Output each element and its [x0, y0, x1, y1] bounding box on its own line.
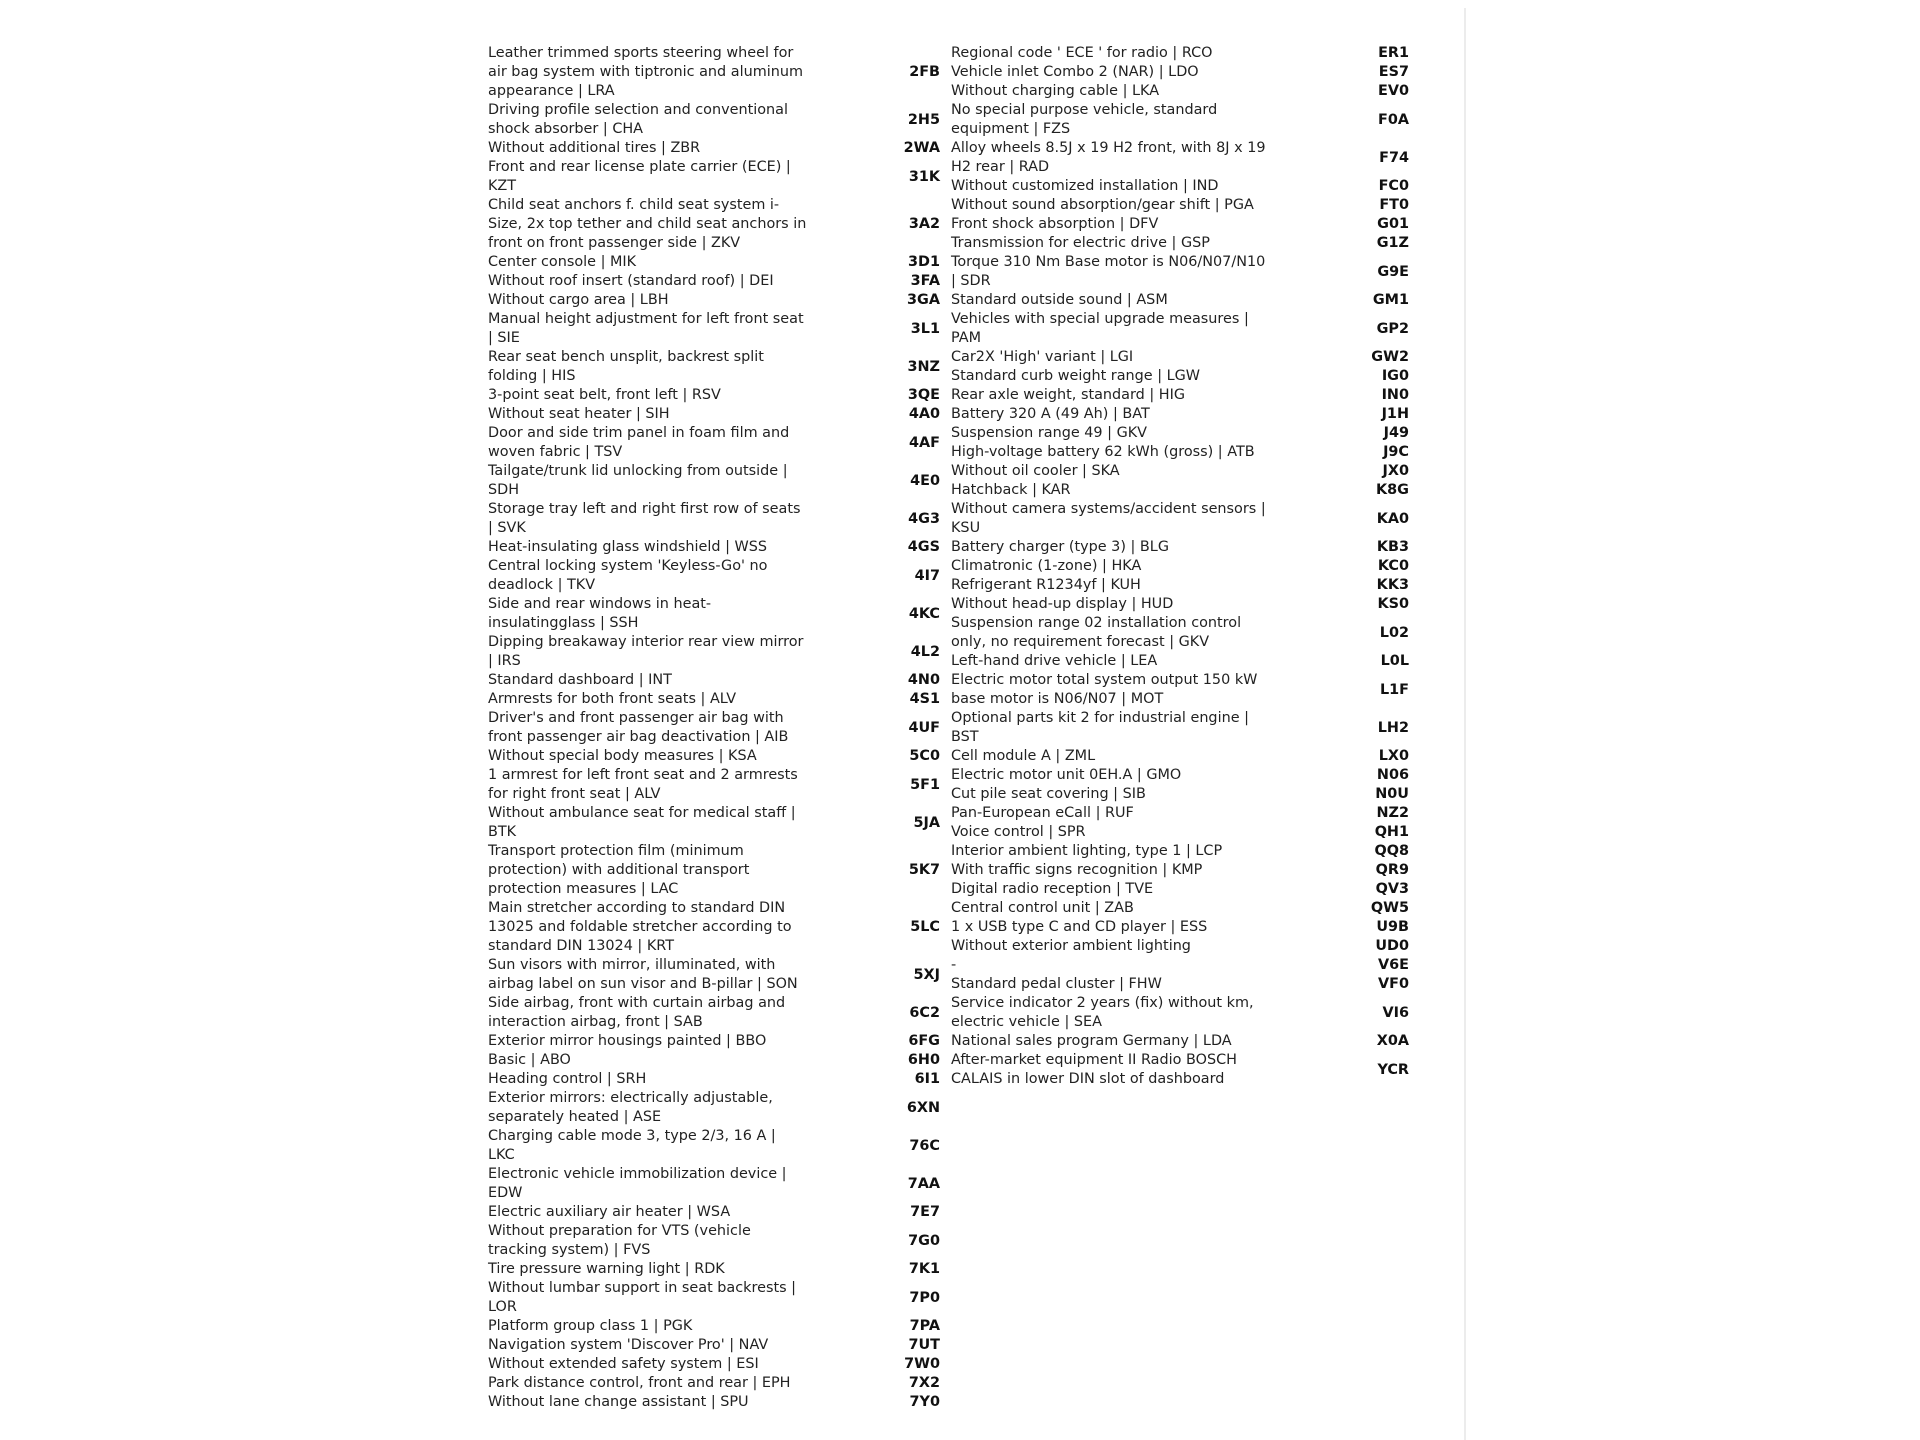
equipment-row [951, 443, 1413, 462]
equipment-code: 4KC [908, 605, 940, 622]
equipment-row [951, 196, 1413, 215]
equipment-code: KC0 [1377, 558, 1409, 574]
equipment-code: 3L1 [910, 320, 940, 337]
equipment-row [951, 861, 1413, 880]
equipment-description: Main stretcher according to standard DIN 13025 and foldable stretcher according to standard DIN 13024 | KRT [488, 900, 792, 954]
equipment-description: Without head-up display | HUD [951, 596, 1174, 612]
equipment-description: Refrigerant R1234yf | KUH [951, 577, 1141, 593]
equipment-code: 2H5 [907, 111, 940, 128]
equipment-description: Standard pedal cluster | FHW [951, 976, 1162, 992]
equipment-description: After-market equipment II Radio BOSCH CALAIS in lower DIN slot of dashboard [951, 1052, 1237, 1087]
equipment-description: Car2X 'High' variant | LGI [951, 349, 1134, 365]
equipment-row [488, 462, 942, 500]
equipment-row [488, 1393, 942, 1412]
equipment-row [488, 500, 942, 538]
equipment-row [488, 1317, 942, 1336]
equipment-description: Transmission for electric drive | GSP [951, 235, 1210, 251]
equipment-code: 5JA [913, 814, 940, 831]
equipment-description: Platform group class 1 | PGK [488, 1318, 693, 1334]
equipment-row [951, 671, 1413, 709]
equipment-code: 4G3 [908, 510, 940, 527]
equipment-row [951, 234, 1413, 253]
equipment-row [488, 766, 942, 804]
equipment-description: Tire pressure warning light | RDK [488, 1261, 725, 1277]
equipment-description: Voice control | SPR [951, 824, 1086, 840]
equipment-code: J1H [1381, 406, 1409, 422]
equipment-row [488, 1070, 942, 1089]
equipment-description: Electric motor total system output 150 kW base motor is N06/N07 | MOT [951, 672, 1258, 707]
equipment-description: Storage tray left and right first row of seats | SVK [488, 501, 801, 536]
equipment-description: Suspension range 49 | GKV [951, 425, 1148, 441]
equipment-description: National sales program Germany | LDA [951, 1033, 1232, 1049]
equipment-row [488, 272, 942, 291]
equipment-description: Without special body measures | KSA [488, 748, 757, 764]
equipment-description: Battery charger (type 3) | BLG [951, 539, 1169, 555]
equipment-row [488, 1165, 942, 1203]
equipment-row [488, 196, 942, 253]
equipment-description: Electric motor unit 0EH.A | GMO [951, 767, 1182, 783]
equipment-row [951, 747, 1413, 766]
equipment-description: Without ambulance seat for medical staff | BTK [488, 805, 796, 840]
equipment-row [951, 424, 1413, 443]
equipment-code: KA0 [1376, 510, 1409, 527]
equipment-row [488, 1260, 942, 1279]
equipment-code: 5XJ [913, 966, 940, 983]
equipment-description: Without exterior ambient lighting [951, 938, 1191, 954]
equipment-description: Standard curb weight range | LGW [951, 368, 1201, 384]
equipment-description: Cut pile seat covering | SIB [951, 786, 1146, 802]
equipment-code: 7AA [907, 1175, 940, 1192]
equipment-row [951, 652, 1413, 671]
equipment-code: 7K1 [908, 1261, 940, 1277]
equipment-description: Without lumbar support in seat backrests | LOR [488, 1280, 797, 1315]
equipment-code: 4GS [907, 539, 940, 555]
equipment-code: 7Y0 [909, 1394, 940, 1410]
equipment-description: Charging cable mode 3, type 2/3, 16 A | LKC [488, 1128, 776, 1163]
equipment-code: GW2 [1371, 349, 1409, 365]
equipment-code: 4L2 [910, 643, 940, 660]
equipment-code: 7G0 [908, 1232, 940, 1249]
equipment-row [488, 1279, 942, 1317]
equipment-code: F0A [1378, 111, 1409, 128]
equipment-row [951, 576, 1413, 595]
right-column [951, 44, 1413, 1089]
equipment-row [951, 994, 1413, 1032]
equipment-description: Navigation system 'Discover Pro' | NAV [488, 1337, 769, 1353]
equipment-code: FT0 [1379, 197, 1409, 213]
equipment-row [488, 101, 942, 139]
equipment-description: Without extended safety system | ESI [488, 1356, 759, 1372]
equipment-row [488, 538, 942, 557]
equipment-row [951, 462, 1413, 481]
equipment-code: 7W0 [904, 1356, 940, 1372]
equipment-code: J9C [1383, 444, 1409, 460]
equipment-code: QQ8 [1374, 843, 1409, 859]
scan-edge-line [1464, 8, 1466, 1440]
equipment-code: 4I7 [914, 567, 940, 584]
equipment-row [488, 386, 942, 405]
equipment-code: L02 [1379, 624, 1409, 641]
equipment-code: ES7 [1378, 64, 1409, 80]
equipment-code: QV3 [1375, 881, 1409, 897]
equipment-row [951, 215, 1413, 234]
equipment-description: Standard outside sound | ASM [951, 292, 1168, 308]
equipment-description: Left-hand drive vehicle | LEA [951, 653, 1158, 669]
equipment-row [951, 367, 1413, 386]
equipment-code: 76C [909, 1137, 940, 1154]
equipment-code: 7E7 [910, 1204, 940, 1220]
equipment-description: Vehicle inlet Combo 2 (NAR) | LDO [951, 64, 1199, 80]
equipment-code: KK3 [1376, 577, 1409, 593]
equipment-description: Without lane change assistant | SPU [488, 1394, 749, 1410]
equipment-row [951, 101, 1413, 139]
equipment-code: QR9 [1375, 862, 1409, 878]
equipment-description: Transport protection film (minimum protection) with additional transport protection measures | LAC [488, 843, 750, 897]
equipment-row [951, 975, 1413, 994]
equipment-row [951, 405, 1413, 424]
equipment-row [488, 1222, 942, 1260]
equipment-description: - [951, 957, 957, 973]
equipment-code: NZ2 [1376, 805, 1409, 821]
equipment-description: Tailgate/trunk lid unlocking from outside | SDH [488, 463, 788, 498]
equipment-description: Front shock absorption | DFV [951, 216, 1159, 232]
equipment-code: 3NZ [907, 358, 940, 375]
equipment-code: 3QE [907, 387, 940, 403]
equipment-row [951, 709, 1413, 747]
equipment-description: Heat-insulating glass windshield | WSS [488, 539, 767, 555]
equipment-code: U9B [1376, 919, 1409, 935]
equipment-description: 1 x USB type C and CD player | ESS [951, 919, 1208, 935]
equipment-row [951, 481, 1413, 500]
equipment-code: 5LC [910, 919, 940, 935]
equipment-row [488, 595, 942, 633]
equipment-row [488, 1336, 942, 1355]
equipment-description: Electronic vehicle immobilization device | EDW [488, 1166, 787, 1201]
equipment-row [951, 291, 1413, 310]
equipment-row [951, 880, 1413, 899]
equipment-description: Pan-European eCall | RUF [951, 805, 1134, 821]
equipment-row [951, 310, 1413, 348]
equipment-description: Exterior mirrors: electrically adjustable, separately heated | ASE [488, 1090, 773, 1125]
equipment-row [488, 348, 942, 386]
equipment-description: Manual height adjustment for left front seat | SIE [488, 311, 804, 346]
equipment-code: 6XN [906, 1099, 940, 1116]
equipment-row [951, 82, 1413, 101]
equipment-row [951, 804, 1413, 823]
equipment-code: 2WA [903, 140, 940, 156]
equipment-row [488, 671, 942, 690]
equipment-row [951, 956, 1413, 975]
equipment-row [488, 899, 942, 956]
equipment-row [488, 44, 942, 101]
equipment-description: Without customized installation | IND [951, 178, 1219, 194]
equipment-code: N0U [1375, 786, 1409, 802]
equipment-code: 4S1 [909, 691, 940, 707]
equipment-description: Vehicles with special upgrade measures | PAM [951, 311, 1249, 346]
equipment-code: N06 [1376, 767, 1409, 783]
equipment-code: 5F1 [910, 776, 940, 793]
equipment-description: Door and side trim panel in foam film and woven fabric | TSV [488, 425, 790, 460]
equipment-row [951, 44, 1413, 63]
equipment-code: K8G [1376, 482, 1409, 498]
equipment-row [951, 177, 1413, 196]
equipment-code: L0L [1380, 653, 1409, 669]
equipment-description: Dipping breakaway interior rear view mirror | IRS [488, 634, 804, 669]
equipment-row [488, 1203, 942, 1222]
equipment-description: 1 armrest for left front seat and 2 armrests for right front seat | ALV [488, 767, 798, 802]
equipment-description: Side and rear windows in heat- insulatingglass | SSH [488, 596, 712, 631]
equipment-row [488, 405, 942, 424]
equipment-row [951, 842, 1413, 861]
equipment-description: Without sound absorption/gear shift | PGA [951, 197, 1254, 213]
equipment-code: JX0 [1382, 463, 1409, 479]
equipment-row [951, 595, 1413, 614]
equipment-code: F74 [1379, 149, 1409, 166]
equipment-code: V6E [1378, 957, 1409, 973]
equipment-row [488, 139, 942, 158]
equipment-description: Heading control | SRH [488, 1071, 647, 1087]
equipment-code: 6FG [908, 1033, 940, 1049]
equipment-code: VI6 [1382, 1004, 1409, 1021]
equipment-code: J49 [1383, 425, 1409, 441]
equipment-row [951, 937, 1413, 956]
equipment-row [488, 633, 942, 671]
equipment-code: G9E [1377, 263, 1409, 280]
equipment-code: IN0 [1381, 387, 1409, 403]
equipment-row [488, 158, 942, 196]
equipment-description: Without charging cable | LKA [951, 83, 1160, 99]
equipment-description: Driver's and front passenger air bag with front passenger air bag deactivation | AIB [488, 710, 789, 745]
equipment-row [951, 557, 1413, 576]
equipment-row [951, 918, 1413, 937]
equipment-code: YCR [1377, 1061, 1409, 1078]
equipment-row [951, 500, 1413, 538]
equipment-row [488, 253, 942, 272]
equipment-row [488, 1051, 942, 1070]
equipment-code: GM1 [1372, 292, 1409, 308]
equipment-description: Battery 320 A (49 Ah) | BAT [951, 406, 1150, 422]
equipment-row [951, 538, 1413, 557]
equipment-code: 6I1 [914, 1071, 940, 1087]
equipment-code: FC0 [1378, 178, 1409, 194]
equipment-row [488, 709, 942, 747]
equipment-description: With traffic signs recognition | KMP [951, 862, 1203, 878]
equipment-code: G1Z [1376, 235, 1409, 251]
equipment-row [488, 557, 942, 595]
equipment-description: Without seat heater | SIH [488, 406, 670, 422]
equipment-description: Central control unit | ZAB [951, 900, 1134, 916]
equipment-description: Basic | ABO [488, 1052, 571, 1068]
equipment-code: 4AF [909, 434, 940, 451]
equipment-code: 31K [908, 168, 940, 185]
equipment-code: KB3 [1376, 539, 1409, 555]
equipment-code: 3D1 [908, 254, 940, 270]
equipment-description: Sun visors with mirror, illuminated, with airbag label on sun visor and B-pillar | SON [488, 957, 798, 992]
equipment-row [951, 823, 1413, 842]
equipment-description: Service indicator 2 years (fix) without km, electric vehicle | SEA [951, 995, 1254, 1030]
equipment-code: 3FA [910, 273, 940, 289]
equipment-description: 3-point seat belt, front left | RSV [488, 387, 721, 403]
equipment-code: IG0 [1381, 368, 1409, 384]
equipment-code: L1F [1379, 681, 1409, 698]
equipment-description: Without cargo area | LBH [488, 292, 669, 308]
equipment-code: 3GA [907, 292, 940, 308]
left-column [488, 44, 942, 1412]
equipment-description: Armrests for both front seats | ALV [488, 691, 737, 707]
equipment-description: Leather trimmed sports steering wheel for air bag system with tiptronic and aluminum appearance | LRA [488, 45, 803, 99]
equipment-row [488, 842, 942, 899]
equipment-description: Standard dashboard | INT [488, 672, 672, 688]
equipment-row [488, 994, 942, 1032]
equipment-row [951, 386, 1413, 405]
equipment-code: 7X2 [908, 1375, 940, 1391]
equipment-code: X0A [1376, 1033, 1409, 1049]
equipment-description: Center console | MIK [488, 254, 637, 270]
equipment-row [488, 310, 942, 348]
equipment-code: 6H0 [907, 1052, 940, 1068]
equipment-description: Electric auxiliary air heater | WSA [488, 1204, 731, 1220]
equipment-code: QH1 [1374, 824, 1409, 840]
equipment-description: Without additional tires | ZBR [488, 140, 701, 156]
equipment-code: LH2 [1377, 719, 1409, 736]
equipment-code: 7PA [909, 1318, 940, 1334]
equipment-code: ER1 [1378, 45, 1409, 61]
equipment-row [951, 1032, 1413, 1051]
equipment-code: 4A0 [908, 406, 940, 422]
equipment-row [951, 253, 1413, 291]
equipment-row [488, 804, 942, 842]
equipment-row [488, 291, 942, 310]
equipment-code: 5C0 [909, 748, 940, 764]
equipment-description: Optional parts kit 2 for industrial engine | BST [951, 710, 1249, 745]
equipment-row [488, 1355, 942, 1374]
equipment-row [951, 139, 1413, 177]
equipment-row [488, 690, 942, 709]
equipment-description: Climatronic (1-zone) | HKA [951, 558, 1142, 574]
equipment-description: Rear seat bench unsplit, backrest split folding | HIS [488, 349, 764, 384]
equipment-row [488, 1127, 942, 1165]
equipment-description: Hatchback | KAR [951, 482, 1071, 498]
equipment-row [488, 424, 942, 462]
equipment-description: Central locking system 'Keyless-Go' no deadlock | TKV [488, 558, 768, 593]
equipment-row [488, 747, 942, 766]
equipment-row [488, 1089, 942, 1127]
equipment-description: Torque 310 Nm Base motor is N06/N07/N10 | SDR [951, 254, 1266, 289]
equipment-code: 7P0 [909, 1289, 940, 1306]
equipment-code: 5K7 [908, 862, 940, 878]
equipment-description: Without preparation for VTS (vehicle tracking system) | FVS [488, 1223, 751, 1258]
equipment-code: 3A2 [908, 216, 940, 232]
equipment-description: Cell module A | ZML [951, 748, 1096, 764]
equipment-description: Digital radio reception | TVE [951, 881, 1154, 897]
equipment-code: 7UT [908, 1337, 940, 1353]
equipment-row [951, 63, 1413, 82]
equipment-code: 4N0 [907, 672, 940, 688]
equipment-description: Suspension range 02 installation control only, no requirement forecast | GKV [951, 615, 1242, 650]
equipment-code: 6C2 [909, 1004, 940, 1021]
equipment-code: EV0 [1378, 83, 1409, 99]
equipment-row [488, 956, 942, 994]
equipment-code: GP2 [1376, 320, 1409, 337]
equipment-code: QW5 [1370, 900, 1409, 916]
equipment-code: LX0 [1378, 748, 1409, 764]
equipment-description: No special purpose vehicle, standard equipment | FZS [951, 102, 1218, 137]
equipment-code: G01 [1377, 216, 1409, 232]
equipment-code: UD0 [1375, 938, 1409, 954]
equipment-description: Without oil cooler | SKA [951, 463, 1120, 479]
equipment-description: Child seat anchors f. child seat system i- Size, 2x top tether and child seat anchors in front on front passenger side | ZKV [488, 197, 807, 251]
equipment-row [488, 1032, 942, 1051]
equipment-code: VF0 [1378, 976, 1409, 992]
equipment-description: Interior ambient lighting, type 1 | LCP [951, 843, 1223, 859]
equipment-row [951, 614, 1413, 652]
equipment-description: High-voltage battery 62 kWh (gross) | ATB [951, 444, 1255, 460]
equipment-description: Exterior mirror housings painted | BBO [488, 1033, 767, 1049]
equipment-description: Without roof insert (standard roof) | DEI [488, 273, 774, 289]
equipment-description: Driving profile selection and conventional shock absorber | CHA [488, 102, 788, 137]
equipment-code: 4UF [908, 719, 940, 736]
equipment-description: Side airbag, front with curtain airbag and interaction airbag, front | SAB [488, 995, 786, 1030]
equipment-description: Park distance control, front and rear | EPH [488, 1375, 791, 1391]
equipment-row [951, 766, 1413, 785]
equipment-row [951, 899, 1413, 918]
equipment-code: 2FB [909, 64, 940, 80]
equipment-description: Without camera systems/accident sensors | KSU [951, 501, 1266, 536]
equipment-code: KS0 [1377, 596, 1409, 612]
equipment-row [488, 1374, 942, 1393]
equipment-description: Rear axle weight, standard | HIG [951, 387, 1185, 403]
equipment-description: Alloy wheels 8.5J x 19 H2 front, with 8J x 19 H2 rear | RAD [951, 140, 1266, 175]
equipment-row [951, 785, 1413, 804]
equipment-row [951, 348, 1413, 367]
equipment-description: Front and rear license plate carrier (ECE) | KZT [488, 159, 791, 194]
equipment-row [951, 1051, 1413, 1089]
equipment-description: Regional code ' ECE ' for radio | RCO [951, 45, 1213, 61]
equipment-code: 4E0 [910, 472, 940, 489]
